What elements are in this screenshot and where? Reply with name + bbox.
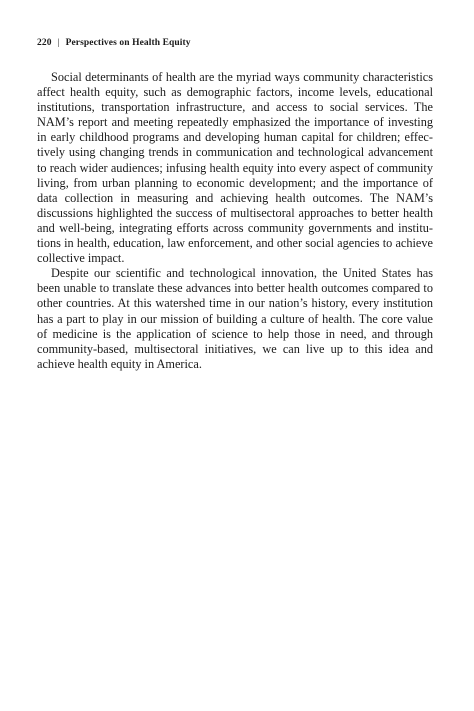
paragraph-despite-innovation: Despite our scientific and technological innovation, the United States has been unable to translate these advances into better health outcomes compared to other countries. At this watershed time in our nation’s history, every institution has a part to play in our mission of building a culture of health. The core value of medicine is the application of science to help those in need, and through community-based, multisectoral initiatives, we can live up to this idea and achieve health equity in America. (37, 266, 433, 371)
body-text (37, 70, 433, 372)
header-separator: | (57, 38, 60, 48)
paragraph-social-determinants: Social determinants of health are the myriad ways community characteristics affect health equity, such as demographic factors, income levels, educational institutions, transportation infrastructure, and access to social services. The NAM’s report and meeting repeatedly emphasized the importance of investing in early childhood programs and developing human capital for children; effectively using changing trends in communication and technological advancement to reach wider audiences; infusing health equity into every aspect of community living, from urban planning to economic development; and the importance of data collection in measuring and achieving health outcomes. The NAM’s discussions highlighted the success of multisectoral approaches to better health and well-being, integrating efforts across community governments and institutions in health, education, law enforcement, and other social agencies to achieve collective impact. (37, 70, 433, 266)
page-number: 220 (37, 38, 52, 48)
running-title: Perspectives on Health Equity (65, 38, 191, 48)
running-head (37, 38, 191, 48)
